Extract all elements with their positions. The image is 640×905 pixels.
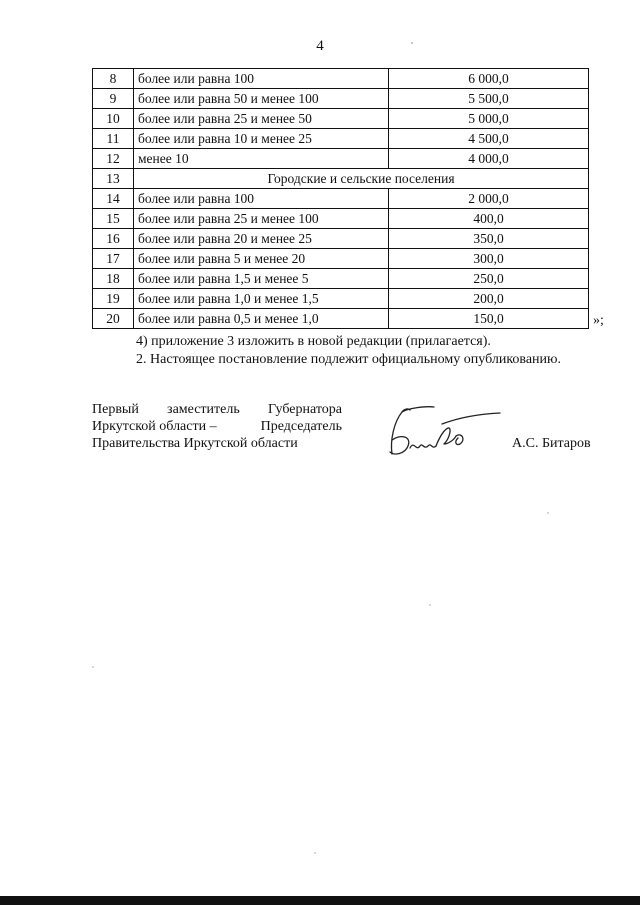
condition-cell: более или равна 25 и менее 100 (134, 209, 389, 229)
condition-cell: менее 10 (134, 149, 389, 169)
row-number: 9 (93, 89, 134, 109)
table-row (93, 169, 589, 189)
value-cell: 300,0 (389, 249, 589, 269)
row-number: 12 (93, 149, 134, 169)
value-cell: 4 500,0 (389, 129, 589, 149)
condition-cell: более или равна 25 и менее 50 (134, 109, 389, 129)
position-line-1 (92, 401, 342, 418)
condition-cell: более или равна 1,0 и менее 1,5 (134, 289, 389, 309)
table-row (93, 189, 589, 209)
value-cell: 4 000,0 (389, 149, 589, 169)
table-row (93, 149, 589, 169)
table-row (93, 129, 589, 149)
value-cell: 6 000,0 (389, 69, 589, 89)
condition-cell: более или равна 50 и менее 100 (134, 89, 389, 109)
scan-bottom-edge (0, 896, 640, 905)
table-row (93, 69, 589, 89)
row-number: 11 (93, 129, 134, 149)
row-number: 20 (93, 309, 134, 329)
table-row (93, 109, 589, 129)
condition-cell: более или равна 10 и менее 25 (134, 129, 389, 149)
value-cell: 2 000,0 (389, 189, 589, 209)
row-number: 16 (93, 229, 134, 249)
position-line-2 (92, 418, 342, 435)
position-line-2-part-2: Председатель (260, 419, 342, 434)
table-row (93, 289, 589, 309)
signatory-position (92, 401, 342, 452)
position-word-2: заместитель (167, 402, 240, 417)
value-cell: 5 500,0 (389, 89, 589, 109)
page-number: 4 (316, 38, 324, 54)
row-number: 14 (93, 189, 134, 209)
value-cell: 150,0 (389, 309, 589, 329)
value-cell: 200,0 (389, 289, 589, 309)
position-word-3: Губернатора (267, 402, 342, 417)
publication-clause: 2. Настоящее постановление подлежит официальному опубликованию. (136, 352, 561, 367)
handwritten-signature (378, 400, 503, 470)
condition-cell: более или равна 1,5 и менее 5 (134, 269, 389, 289)
condition-cell: более или равна 100 (134, 69, 389, 89)
position-line-3: Правительства Иркутской области (92, 436, 298, 451)
row-number: 17 (93, 249, 134, 269)
condition-cell: более или равна 0,5 и менее 1,0 (134, 309, 389, 329)
condition-cell: более или равна 100 (134, 189, 389, 209)
rates-table-body (93, 69, 589, 329)
table-row (93, 269, 589, 289)
condition-cell: более или равна 20 и менее 25 (134, 229, 389, 249)
value-cell: 400,0 (389, 209, 589, 229)
condition-cell: более или равна 5 и менее 20 (134, 249, 389, 269)
value-cell: 250,0 (389, 269, 589, 289)
amendment-item-4: 4) приложение 3 изложить в новой редакции (прилагается). (136, 334, 491, 349)
row-number: 18 (93, 269, 134, 289)
table-row (93, 89, 589, 109)
row-number: 15 (93, 209, 134, 229)
table-row (93, 229, 589, 249)
position-line-2-part-1: Иркутской области – (92, 419, 217, 434)
section-heading: Городские и сельские поселения (134, 169, 589, 189)
row-number: 8 (93, 69, 134, 89)
row-number: 13 (93, 169, 134, 189)
signer-name: А.С. Битаров (512, 436, 591, 451)
value-cell: 5 000,0 (389, 109, 589, 129)
table-row (93, 209, 589, 229)
table-row (93, 309, 589, 329)
rates-table (92, 68, 589, 329)
table-row (93, 249, 589, 269)
closing-quote: »; (593, 313, 604, 328)
value-cell: 350,0 (389, 229, 589, 249)
row-number: 10 (93, 109, 134, 129)
position-word-1: Первый (92, 402, 139, 417)
row-number: 19 (93, 289, 134, 309)
